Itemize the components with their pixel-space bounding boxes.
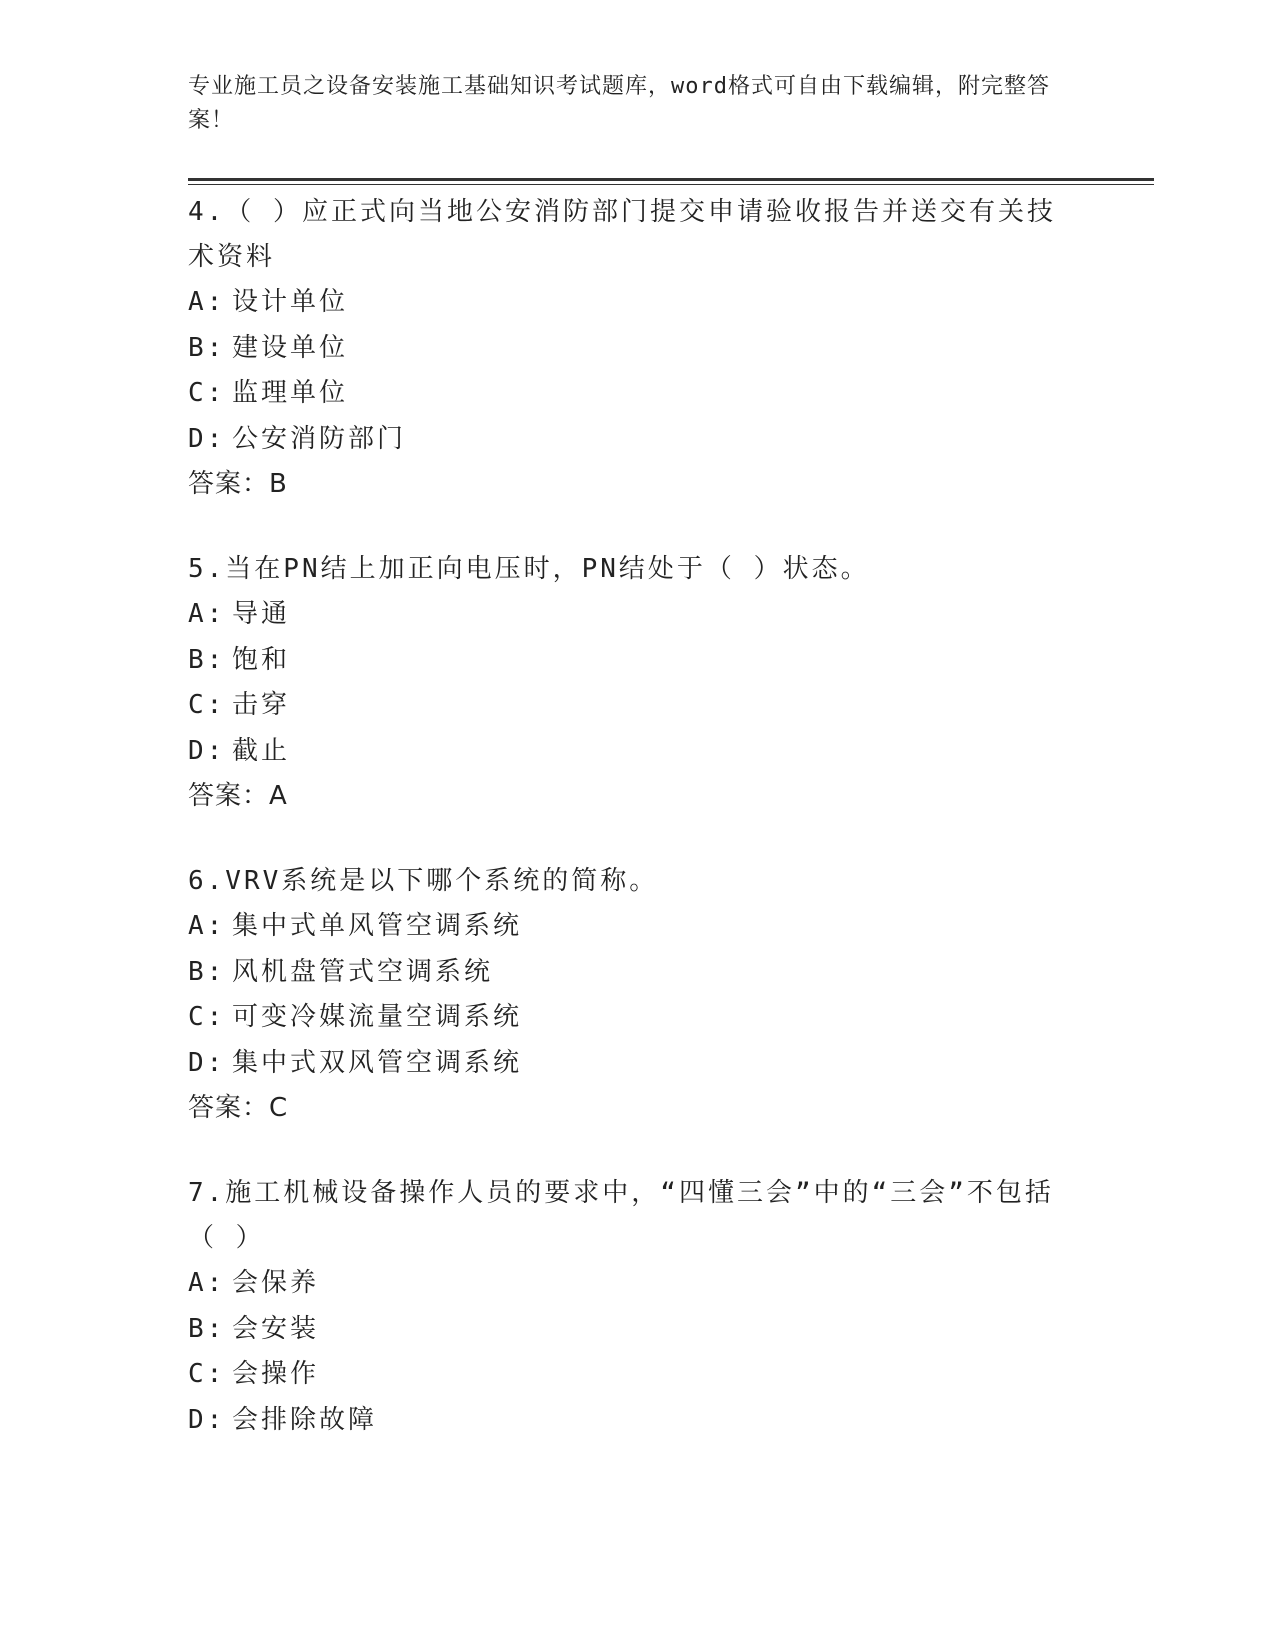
option-letter: C:: [188, 690, 226, 720]
option-text: 设计单位: [232, 287, 349, 317]
option-letter: C:: [188, 1002, 226, 1032]
option-text: 监理单位: [232, 378, 349, 408]
option-letter: B:: [188, 332, 226, 363]
question-stem: 7.施工机械设备操作人员的要求中，“四懂三会”中的“三会”不包括（ ）: [188, 1178, 1054, 1253]
option-text: 集中式双风管空调系统: [232, 1047, 523, 1078]
option-text: 击穿: [232, 690, 291, 720]
option-text: 会安装: [232, 1313, 320, 1344]
option-text: 集中式单风管空调系统: [232, 911, 523, 941]
header-divider-thin: [188, 184, 1154, 185]
question-6: [188, 859, 1088, 1131]
option-letter: A:: [188, 1268, 226, 1298]
option-letter: D:: [188, 1047, 226, 1078]
option-c: [188, 1352, 1088, 1398]
option-d: [188, 1398, 1088, 1444]
option-letter: D:: [188, 735, 226, 766]
option-a: [188, 904, 1088, 950]
option-a: [188, 280, 1088, 326]
option-letter: A:: [188, 287, 226, 317]
answer-line: 答案：C: [188, 1093, 289, 1123]
option-text: 截止: [232, 735, 291, 766]
answer-line: 答案：B: [188, 469, 288, 499]
option-text: 会操作: [232, 1359, 320, 1389]
option-text: 会排除故障: [232, 1404, 378, 1435]
option-a: [188, 1261, 1088, 1307]
option-b: [188, 950, 1088, 996]
option-letter: A:: [188, 911, 226, 941]
option-c: [188, 683, 1088, 729]
option-letter: B:: [188, 644, 226, 675]
option-letter: D:: [188, 423, 226, 454]
option-c: [188, 371, 1088, 417]
option-c: [188, 995, 1088, 1041]
option-d: [188, 417, 1088, 463]
question-7: [188, 1171, 1088, 1443]
option-letter: C:: [188, 378, 226, 408]
header-divider-thick: [188, 178, 1154, 181]
option-text: 风机盘管式空调系统: [232, 956, 494, 987]
question-stem: 6.VRV系统是以下哪个系统的简称。: [188, 866, 659, 896]
document-header: 专业施工员之设备安装施工基础知识考试题库，word格式可自由下载编辑，附完整答案！: [188, 74, 1050, 133]
option-text: 饱和: [232, 644, 291, 675]
option-d: [188, 1041, 1088, 1087]
option-text: 建设单位: [232, 332, 349, 363]
option-text: 会保养: [232, 1268, 320, 1298]
option-text: 可变冷媒流量空调系统: [232, 1002, 523, 1032]
question-stem: 4.（ ）应正式向当地公安消防部门提交申请验收报告并送交有关技术资料: [188, 197, 1056, 272]
option-b: [188, 1307, 1088, 1353]
option-letter: C:: [188, 1359, 226, 1389]
option-a: [188, 592, 1088, 638]
question-5: [188, 547, 1088, 819]
question-stem: 5.当在PN结上加正向电压时，PN结处于（ ）状态。: [188, 554, 870, 584]
option-letter: A:: [188, 599, 226, 629]
option-text: 公安消防部门: [232, 423, 407, 454]
answer-line: 答案：A: [188, 781, 288, 811]
option-letter: B:: [188, 1313, 226, 1344]
option-d: [188, 729, 1088, 775]
question-list: [188, 190, 1088, 1483]
option-letter: D:: [188, 1404, 226, 1435]
question-4: [188, 190, 1088, 507]
option-b: [188, 326, 1088, 372]
option-letter: B:: [188, 956, 226, 987]
option-b: [188, 638, 1088, 684]
option-text: 导通: [232, 599, 291, 629]
